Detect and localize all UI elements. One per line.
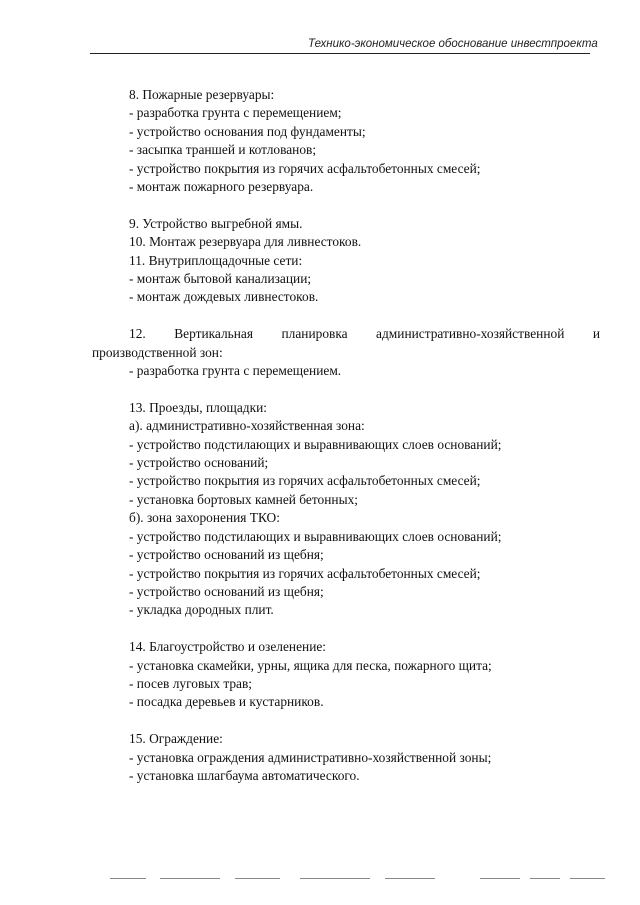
list-item: - устройство основания под фундаменты; bbox=[129, 123, 366, 139]
section-13-title: 13. Проезды, площадки: bbox=[129, 399, 267, 415]
section-12-word: Вертикальная bbox=[174, 326, 254, 342]
section-8-title: 8. Пожарные резервуары: bbox=[129, 87, 275, 102]
list-item: - устройство покрытия из горячих асфальтобетонных смесей; bbox=[129, 565, 481, 581]
list-item: - устройство оснований из щебня; bbox=[129, 583, 324, 599]
section-12-title bbox=[92, 325, 600, 343]
section-15-title: 15. Ограждение: bbox=[129, 731, 223, 747]
section-9-title: 9. Устройство выгребной ямы. bbox=[129, 215, 303, 231]
section-14-title: 14. Благоустройство и озеленение: bbox=[129, 639, 327, 655]
list-item: - посадка деревьев и кустарников. bbox=[129, 694, 324, 710]
section-10-title: 10. Монтаж резервуара для ливнестоков. bbox=[129, 234, 362, 250]
section-12-continuation: производственной зон: bbox=[92, 344, 223, 360]
list-item: - монтаж пожарного резервуара. bbox=[129, 179, 314, 195]
list-item: - посев луговых трав; bbox=[129, 675, 253, 691]
section-11-title: 11. Внутриплощадочные сети: bbox=[129, 252, 303, 268]
list-item: - установка бортовых камней бетонных; bbox=[129, 491, 358, 507]
list-item: - разработка грунта с перемещением; bbox=[129, 105, 342, 121]
list-item: - монтаж бытовой канализации; bbox=[129, 271, 312, 287]
list-item: - устройство оснований из щебня; bbox=[129, 547, 324, 563]
list-item: - устройство подстилающих и выравнивающих слоев оснований; bbox=[129, 436, 502, 452]
list-item: - монтаж дождевых ливнестоков. bbox=[129, 289, 319, 305]
footer-scan-marks bbox=[110, 878, 610, 884]
list-item: - устройство подстилающих и выравнивающих слоев оснований; bbox=[129, 528, 502, 544]
list-item: - установка ограждения административно-хозяйственной зоны; bbox=[129, 749, 492, 765]
document-header-title: Технико-экономическое обоснование инвестпроекта bbox=[308, 38, 598, 50]
list-item: - разработка грунта с перемещением. bbox=[129, 363, 342, 379]
list-item: - укладка дородных плит. bbox=[129, 602, 274, 618]
section-12-word: и bbox=[592, 326, 600, 342]
section-12-word: планировка bbox=[281, 326, 348, 342]
header-rule bbox=[90, 53, 590, 54]
document-body bbox=[92, 86, 600, 785]
list-item: - установка шлагбаума автоматического. bbox=[129, 767, 360, 783]
list-item: - засыпка траншей и котлованов; bbox=[129, 142, 317, 158]
list-item: - устройство покрытия из горячих асфальтобетонных смесей; bbox=[129, 473, 481, 489]
section-13-subtitle-a: а). административно-хозяйственная зона: bbox=[129, 418, 365, 434]
section-13-subtitle-b: б). зона захоронения ТКО: bbox=[129, 510, 280, 526]
section-12-word: административно-хозяйственной bbox=[376, 326, 565, 342]
list-item: - устройство покрытия из горячих асфальтобетонных смесей; bbox=[129, 160, 481, 176]
list-item: - устройство оснований; bbox=[129, 455, 269, 471]
list-item: - установка скамейки, урны, ящика для песка, пожарного щита; bbox=[129, 657, 492, 673]
section-12-word: 12. bbox=[129, 326, 146, 342]
